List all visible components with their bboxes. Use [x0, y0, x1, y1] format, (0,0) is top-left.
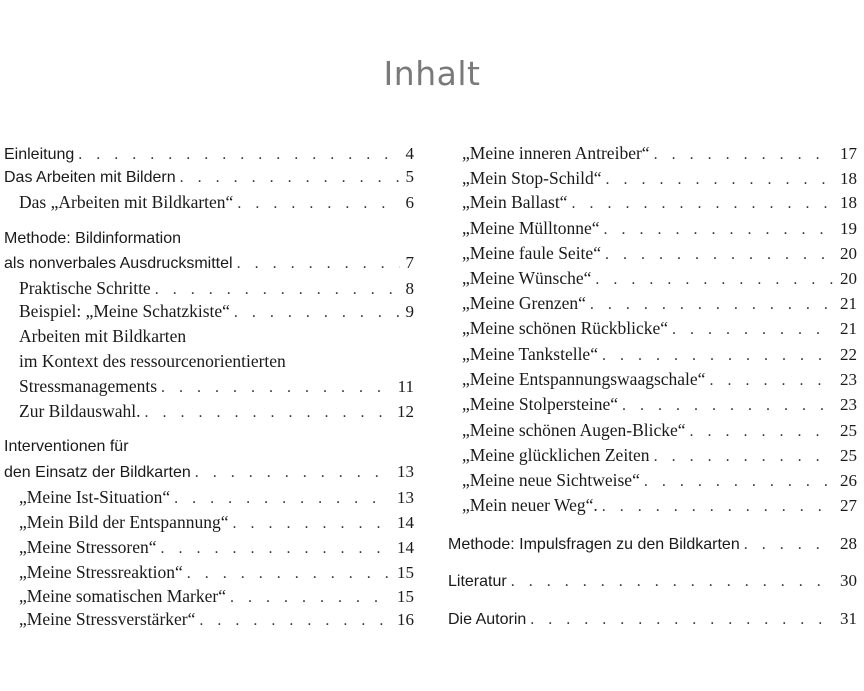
toc-entry-label: den Einsatz der Bildkarten — [4, 464, 191, 481]
toc-text-arbeiten: Arbeiten mit Bildkarten — [19, 326, 187, 346]
leader-dots — [530, 609, 834, 631]
toc-entry[interactable] — [462, 317, 857, 339]
toc-entry-page: 7 — [405, 253, 414, 272]
toc-entry-label: „Meine schönen Augen-Blicke“ — [462, 420, 686, 440]
toc-entry-label: Die Autorin — [448, 611, 527, 628]
toc-entry-page: 16 — [397, 610, 414, 629]
toc-entry-page: 21 — [840, 319, 857, 338]
toc-entry[interactable] — [462, 292, 857, 314]
toc-entry[interactable] — [462, 217, 857, 239]
toc-entry-page: 20 — [840, 269, 857, 288]
leader-dots — [237, 193, 399, 215]
toc-entry[interactable] — [462, 494, 857, 516]
toc-entry-page: 28 — [840, 534, 857, 553]
toc-entry-label: Das „Arbeiten mit Bildkarten“ — [19, 192, 234, 212]
toc-entry-beispiel[interactable] — [19, 300, 414, 322]
leader-dots — [161, 377, 392, 399]
toc-entry-page: 18 — [840, 193, 857, 212]
toc-entry-page: 27 — [840, 496, 857, 515]
toc-entry[interactable] — [462, 267, 857, 289]
toc-entry-arbeiten-bildern[interactable] — [4, 166, 414, 188]
toc-entry-label: „Meine Mülltonne“ — [462, 218, 600, 238]
leader-dots — [744, 534, 834, 556]
leader-dots — [234, 302, 400, 324]
toc-entry-label: Literatur — [448, 573, 507, 590]
toc-entry[interactable] — [19, 585, 414, 607]
toc-entry-literatur[interactable] — [448, 570, 857, 592]
leader-dots — [174, 488, 391, 510]
toc-entry-page: 11 — [397, 377, 414, 396]
leader-dots — [605, 244, 834, 266]
leader-dots — [230, 587, 391, 609]
leader-dots — [622, 395, 834, 417]
toc-entry-methode-impulsfragen[interactable] — [448, 533, 857, 555]
toc-entry[interactable] — [462, 393, 857, 415]
leader-dots — [145, 402, 391, 424]
toc-entry[interactable] — [19, 536, 414, 558]
toc-entry-page: 20 — [840, 244, 857, 263]
toc-entry-page: 15 — [397, 587, 414, 606]
toc-entry-methode[interactable] — [4, 252, 414, 274]
leader-dots — [78, 144, 399, 166]
toc-entry-label: Einleitung — [4, 146, 75, 163]
toc-entry-label: „Meine Stressverstärker“ — [19, 609, 196, 629]
toc-entry[interactable] — [19, 486, 414, 508]
toc-entry-label: Zur Bildauswahl. — [19, 401, 141, 421]
leader-dots — [155, 279, 400, 301]
toc-text-kontext: im Kontext des ressourcenorientierten — [19, 351, 286, 371]
toc-entry[interactable] — [19, 561, 414, 583]
leader-dots — [237, 253, 400, 275]
toc-entry[interactable] — [462, 242, 857, 264]
leader-dots — [690, 421, 834, 443]
toc-entry[interactable] — [462, 368, 857, 390]
toc-entry-page: 25 — [840, 446, 857, 465]
toc-entry-label: „Meine faule Seite“ — [462, 243, 601, 263]
toc-entry-page: 21 — [840, 294, 857, 313]
toc-entry-einleitung[interactable] — [4, 143, 414, 165]
toc-heading-methode: Methode: Bildinformation — [4, 230, 181, 247]
leader-dots — [161, 538, 391, 560]
toc-entry-label: „Meine Stressreaktion“ — [19, 562, 183, 582]
toc-entry-page: 23 — [840, 370, 857, 389]
toc-entry-label: „Meine Entspannungswaagschale“ — [462, 369, 706, 389]
toc-entry-label: Beispiel: „Meine Schatzkiste“ — [19, 301, 230, 321]
leader-dots — [199, 610, 391, 632]
toc-entry-page: 18 — [840, 169, 857, 188]
toc-entry[interactable] — [462, 419, 857, 441]
toc-entry-interventionen[interactable] — [4, 461, 414, 483]
toc-entry[interactable] — [462, 191, 857, 213]
toc-entry-label: „Meine schönen Rückblicke“ — [462, 318, 669, 338]
toc-entry-page: 9 — [405, 302, 414, 321]
toc-entry-label: „Meine Wünsche“ — [462, 268, 592, 288]
toc-entry[interactable] — [19, 511, 414, 533]
toc-entry-page: 25 — [840, 421, 857, 440]
toc-entry-page: 17 — [840, 144, 857, 163]
toc-entry-label: „Mein neuer Weg“. — [462, 495, 598, 515]
toc-entry[interactable] — [462, 469, 857, 491]
leader-dots — [602, 496, 834, 518]
toc-entry-bildauswahl[interactable] — [19, 400, 414, 422]
toc-entry-label: „Meine Stressoren“ — [19, 537, 157, 557]
toc-entry-label: „Meine Grenzen“ — [462, 293, 586, 313]
toc-entry-page: 31 — [840, 609, 857, 628]
leader-dots — [606, 169, 835, 191]
toc-entry[interactable] — [462, 167, 857, 189]
toc-entry-page: 6 — [405, 193, 414, 212]
toc-entry-label: als nonverbales Ausdrucksmittel — [4, 255, 233, 272]
toc-entry[interactable] — [462, 444, 857, 466]
toc-entry-label: „Mein Bild der Entspannung“ — [19, 512, 229, 532]
toc-entry-label: „Meine Tankstelle“ — [462, 344, 598, 364]
toc-entry-label: Das Arbeiten mit Bildern — [4, 169, 176, 186]
toc-entry-page: 5 — [405, 167, 414, 186]
toc-entry-page: 13 — [397, 462, 414, 481]
toc-entry[interactable] — [19, 608, 414, 630]
toc-entry-page: 8 — [405, 279, 414, 298]
toc-entry-page: 30 — [840, 571, 857, 590]
toc-entry-label: Methode: Impulsfragen zu den Bildkarten — [448, 536, 740, 553]
leader-dots — [595, 269, 834, 291]
toc-entry[interactable] — [462, 142, 857, 164]
toc-entry[interactable] — [462, 343, 857, 365]
leader-dots — [232, 513, 391, 535]
toc-entry-page: 4 — [405, 144, 414, 163]
toc-entry-stress[interactable] — [19, 375, 414, 397]
toc-entry-label: „Mein Stop-Schild“ — [462, 168, 602, 188]
toc-entry-label: „Meine Ist-Situation“ — [19, 487, 171, 507]
toc-entry-label: „Mein Ballast“ — [462, 192, 568, 212]
leader-dots — [602, 345, 834, 367]
toc-entry-arbeiten-bildkarten[interactable] — [19, 191, 414, 213]
toc-entry-praktische[interactable] — [19, 277, 414, 299]
leader-dots — [644, 471, 834, 493]
toc-entry-label: „Meine glücklichen Zeiten — [462, 445, 650, 465]
toc-entry-label: „Meine inneren Antreiber“ — [462, 143, 650, 163]
toc-entry-page: 14 — [397, 513, 414, 532]
toc-entry-label: „Meine Stolpersteine“ — [462, 394, 618, 414]
leader-dots — [187, 563, 391, 585]
toc-entry-page: 23 — [840, 395, 857, 414]
leader-dots — [672, 319, 834, 341]
leader-dots — [195, 462, 391, 484]
toc-entry-page: 12 — [397, 402, 414, 421]
leader-dots — [604, 219, 834, 241]
toc-entry-label: Praktische Schritte — [19, 278, 151, 298]
leader-dots — [180, 167, 400, 189]
leader-dots — [654, 446, 834, 468]
toc-entry-label: Stressmanagements — [19, 376, 158, 396]
page-title: Inhalt — [383, 54, 481, 93]
toc-entry-label: „Meine somatischen Marker“ — [19, 586, 227, 606]
toc-entry-page: 22 — [840, 345, 857, 364]
toc-entry-label: „Meine neue Sichtweise“ — [462, 470, 640, 490]
leader-dots — [590, 294, 834, 316]
leader-dots — [511, 571, 834, 593]
leader-dots — [571, 193, 834, 215]
toc-entry-page: 15 — [397, 563, 414, 582]
toc-entry-page: 14 — [397, 538, 414, 557]
toc-heading-interventionen: Interventionen für — [4, 438, 129, 455]
toc-entry-page: 26 — [840, 471, 857, 490]
toc-entry-page: 19 — [840, 219, 857, 238]
toc-entry-autorin[interactable] — [448, 608, 857, 630]
toc-entry-page: 13 — [397, 488, 414, 507]
leader-dots — [709, 370, 834, 392]
leader-dots — [654, 144, 834, 166]
